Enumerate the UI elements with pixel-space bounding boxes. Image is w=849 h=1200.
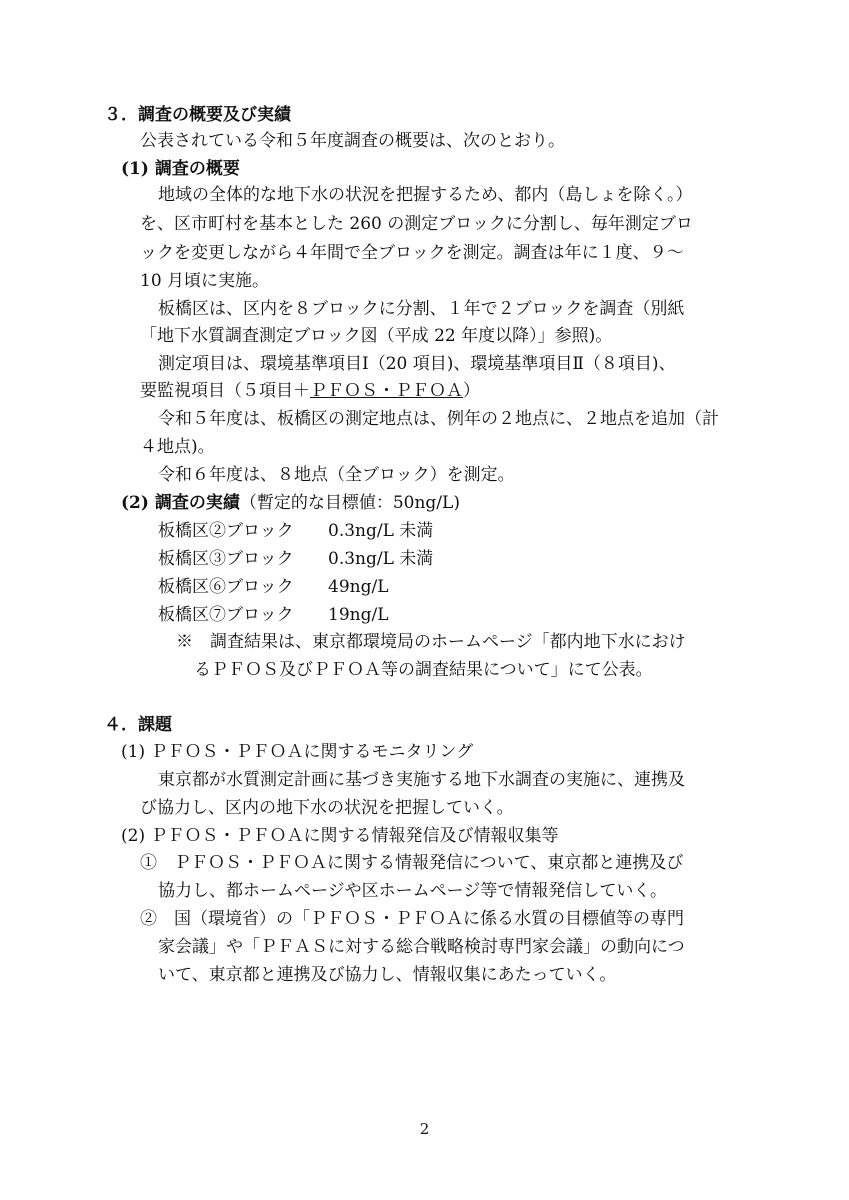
paragraph-fragment: 要監視項目（５項目＋ bbox=[140, 381, 310, 401]
result-block: 板橋区②ブロック bbox=[158, 521, 294, 541]
subsection-2-heading: (2) 調査の実績 bbox=[121, 493, 240, 513]
sub-item-b-line: ② 国（環境省）の「ＰＦＯＳ・ＰＦＯＡに係る水質の目標値等の専門 bbox=[140, 909, 684, 929]
paragraph-line: 板橋区は、区内を８ブロックに分割、１年で２ブロックを調査（別紙 bbox=[158, 299, 685, 319]
item-2-heading: (2) ＰＦＯＳ・ＰＦＯＡに関する情報発信及び情報収集等 bbox=[121, 826, 559, 846]
paragraph-line: 測定項目は、環境基準項目Ⅰ（20 項目)、環境基準項目Ⅱ（８項目)、 bbox=[158, 354, 676, 374]
result-block: 板橋区⑦ブロック bbox=[158, 605, 294, 625]
subsection-1-heading: (1) 調査の概要 bbox=[121, 159, 240, 179]
paragraph-line: 「地下水質調査測定ブロック図（平成 22 年度以降）」参照)。 bbox=[140, 326, 613, 346]
sub-item-b-line: 家会議」や「ＰＦＡＳに対する総合戦略検討専門家会議」の動向につ bbox=[158, 937, 685, 957]
paragraph-line: 10 月頃に実施。 bbox=[140, 271, 270, 291]
result-value: 0.3ng/L 未満 bbox=[328, 521, 434, 541]
note-line: るＰＦＯＳ及びＰＦＯＡ等の調査結果について」にて公表。 bbox=[194, 660, 653, 680]
paragraph-fragment: ） bbox=[463, 381, 480, 401]
section-3-heading: ３．調査の概要及び実績 bbox=[104, 105, 291, 125]
result-block: 板橋区③ブロック bbox=[158, 549, 294, 569]
result-row bbox=[158, 576, 388, 598]
result-row bbox=[158, 548, 433, 570]
result-value: 49ng/L bbox=[328, 577, 389, 597]
paragraph-line: 令和５年度は、板橋区の測定地点は、例年の２地点に、２地点を追加（計 bbox=[158, 409, 719, 429]
item-1-heading: (1) ＰＦＯＳ・ＰＦＯＡに関するモニタリング bbox=[121, 742, 474, 762]
paragraph-line: 東京都が水質測定計画に基づき実施する地下水調査の実施に、連携及 bbox=[158, 770, 685, 790]
sub-item-a-line: ① ＰＦＯＳ・ＰＦＯＡに関する情報発信について、東京都と連携及び bbox=[140, 853, 684, 873]
section-4-heading: ４．課題 bbox=[104, 715, 172, 735]
result-row bbox=[158, 604, 388, 626]
sub-item-a-line: 協力し、都ホームページや区ホームページ等で情報発信していく。 bbox=[158, 881, 667, 901]
underlined-pfos-pfoa: ＰＦＯＳ・ＰＦＯＡ bbox=[310, 381, 463, 401]
paragraph-line: 令和６年度は、８地点（全ブロック）を測定。 bbox=[158, 465, 515, 485]
subsection-2-heading-line bbox=[121, 492, 460, 514]
paragraph-line: 地域の全体的な地下水の状況を把握するため、都内（島しょを除く。） bbox=[158, 185, 693, 205]
section-3-intro: 公表されている令和５年度調査の概要は、次のとおり。 bbox=[140, 131, 565, 151]
paragraph-line: び協力し、区内の地下水の状況を把握していく。 bbox=[140, 798, 514, 818]
paragraph-line: ４地点)。 bbox=[140, 437, 215, 457]
result-value: 19ng/L bbox=[328, 605, 389, 625]
paragraph-line: ックを変更しながら４年間で全ブロックを測定。調査は年に１度、９～ bbox=[140, 243, 684, 263]
note-line: ※ 調査結果は、東京都環境局のホームページ「都内地下水におけ bbox=[176, 632, 686, 652]
page-number: 2 bbox=[419, 1120, 430, 1138]
paragraph-line: を、区市町村を基本とした 260 の測定ブロックに分割し、毎年測定ブロ bbox=[140, 214, 693, 234]
result-block: 板橋区⑥ブロック bbox=[158, 577, 294, 597]
sub-item-b-line: いて、東京都と連携及び協力し、情報収集にあたっていく。 bbox=[158, 965, 617, 985]
result-row bbox=[158, 520, 433, 542]
subsection-2-note: （暫定的な目標値：50ng/L) bbox=[239, 493, 460, 513]
paragraph-line bbox=[140, 380, 480, 402]
result-value: 0.3ng/L 未満 bbox=[328, 549, 434, 569]
